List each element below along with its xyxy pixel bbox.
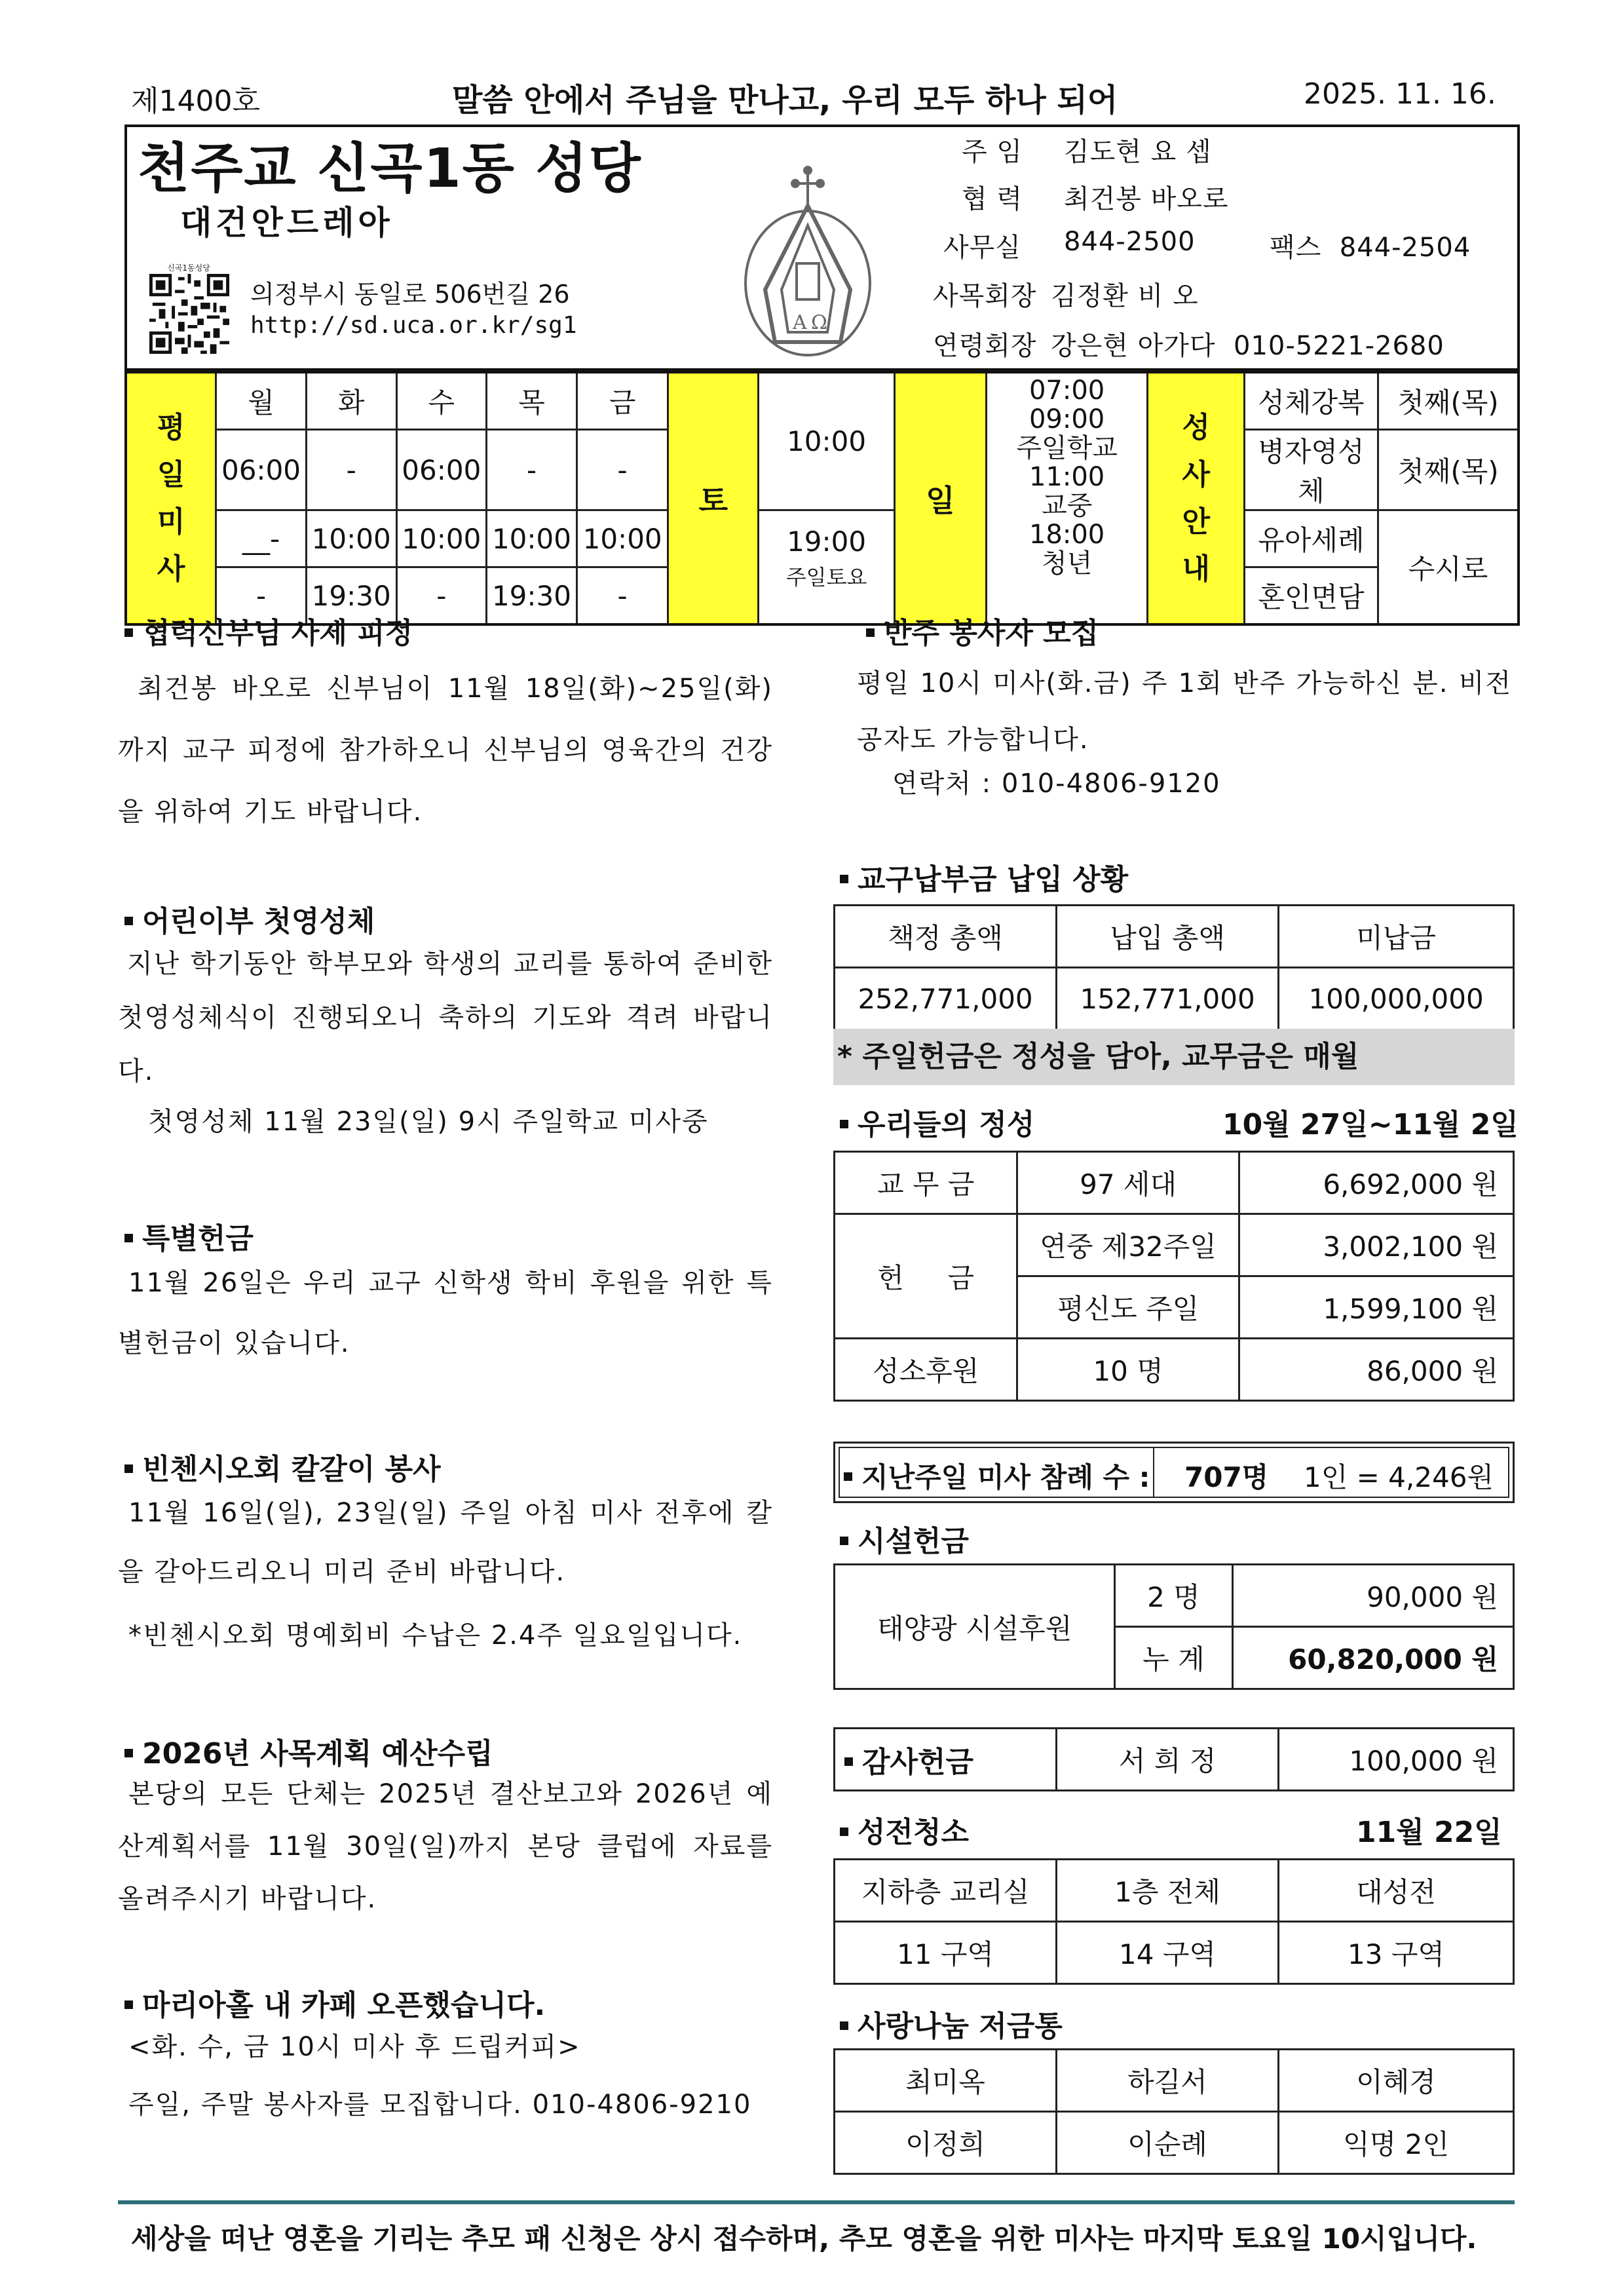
collection-2-label: 평신도 주일	[1017, 1276, 1239, 1339]
dues-amount: 6,692,000 원	[1239, 1152, 1513, 1214]
mass-cell: -	[396, 567, 487, 625]
section-title-diocese-dues: 교구납부금 납입 상황	[840, 856, 1128, 898]
mass-cell: __-	[216, 510, 307, 567]
cleaning-zone: 13 구역	[1279, 1922, 1514, 1984]
facility-amount: 90,000 원	[1232, 1565, 1513, 1627]
section-body-first-communion: 지난 학기동안 학부모와 학생의 교리를 통하여 준비한 첫영성체식이 진행되오니 축하의 기도와 격려 바랍니다.	[118, 949, 773, 1086]
section-title-first-communion: 어린이부 첫영성체	[124, 898, 375, 940]
attendance-count: 707명	[1184, 1461, 1269, 1493]
section-body-retreat: 최건봉 바오로 신부님이 11월 18일(화)~25일(화)까지 교구 피정에 참가하오니 신부님의 영육간의 건강을 위하여 기도 바랍니다.	[118, 674, 773, 827]
dues-value: 100,000,000	[1279, 968, 1514, 1030]
first-communion-note: 첫영성체 11월 23일(일) 9시 주일학교 미사중	[148, 1107, 709, 1137]
sunday-label: 일	[895, 372, 987, 624]
donor-name: 익명 2인	[1279, 2112, 1514, 2174]
section-title-retreat: 협력신부님 사제 피정	[124, 609, 413, 651]
mass-cell: -	[487, 430, 577, 510]
section-title-cafe: 마리아홀 내 카페 오픈했습니다.	[124, 1981, 545, 2023]
section-title-cleaning: 성전청소	[840, 1808, 969, 1850]
footer-notice: 세상을 떠난 영혼을 기리는 추모 패 신청은 상시 접수하며, 추모 영혼을 위한 미사는 마지막 토요일 10시입니다.	[131, 2223, 1477, 2255]
sacrament-guide-label: 성 사 안 내	[1148, 372, 1244, 624]
parish-name: 천주교 신곡1동 성당	[138, 138, 642, 200]
dues-value: 252,771,000	[835, 968, 1057, 1030]
issue-number: 제1400호	[131, 85, 260, 118]
office-phone: 844-2500	[1064, 227, 1196, 257]
fax-number: 844-2504	[1339, 233, 1471, 263]
accompanist-contact: 연락처 : 010-4806-9120	[892, 769, 1221, 799]
vocation-count: 10 명	[1017, 1339, 1239, 1401]
section-title-charity-box: 사랑나눔 저금통	[840, 2002, 1063, 2044]
council-label: 사목회장	[933, 281, 1037, 311]
section-body-accompanist: 평일 10시 미사(화.금) 주 1회 반주 가능하신 분. 비전공자도 가능합니다.	[857, 668, 1512, 755]
donor-name: 이정희	[835, 2112, 1057, 2174]
parish-url[interactable]: http://sd.uca.or.kr/sg1	[250, 312, 577, 339]
svg-text:A: A	[793, 311, 807, 334]
sacrament-when-3: 수시로	[1378, 510, 1519, 625]
motto: 말씀 안에서 주님을 만나고, 우리 모두 하나 되어	[452, 82, 1118, 119]
section-title-facility: 시설헌금	[840, 1518, 969, 1559]
weekday-mass-label: 평 일 미 사	[126, 372, 216, 624]
dues-header: 책정 총액	[835, 906, 1057, 968]
assistant-name: 최건봉 바오로	[1064, 184, 1229, 214]
dues-header: 납입 총액	[1057, 906, 1279, 968]
elder-name: 강은현 아가다	[1051, 331, 1216, 361]
footer-divider	[118, 2200, 1515, 2204]
mass-cell: -	[306, 430, 396, 510]
cafe-line-2: 주일, 주말 봉사자를 모집합니다. 010-4806-9210	[128, 2090, 752, 2120]
mass-cell: 19:30	[487, 567, 577, 625]
mass-cell: 10:00	[396, 510, 487, 567]
mass-cell: -	[216, 567, 307, 625]
offerings-period: 10월 27일~11월 2일	[1222, 1108, 1519, 1141]
offerings-table	[833, 1151, 1515, 1402]
donor-name: 하길서	[1057, 2050, 1279, 2112]
qr-code-icon[interactable]	[149, 274, 229, 354]
parish-address: 의정부시 동일로 506번길 26	[250, 280, 570, 309]
parish-patron: 대건안드레아	[180, 204, 394, 242]
day-fri: 금	[576, 372, 668, 430]
qr-label: 신곡1동성당	[167, 263, 210, 273]
sacrament-name-3: 유아세례	[1244, 510, 1378, 567]
attendance-divider	[1153, 1447, 1154, 1498]
collection-2-amount: 1,599,100 원	[1239, 1276, 1513, 1339]
office-label: 사무실	[943, 233, 1021, 263]
assistant-label: 협 력	[962, 184, 1023, 214]
section-title-offerings: 우리들의 정성	[840, 1101, 1034, 1143]
dues-label: 교 무 금	[835, 1152, 1017, 1214]
sacrament-when-2: 첫째(목)	[1378, 430, 1519, 510]
saturday-label: 토	[668, 372, 759, 624]
sunday-masses: 07:00 09:00 주일학교 11:00 교중 18:00 청년	[986, 372, 1148, 624]
svg-text:Ω: Ω	[811, 311, 827, 334]
collection-1-amount: 3,002,100 원	[1239, 1214, 1513, 1276]
sacrament-when-1: 첫째(목)	[1378, 372, 1519, 430]
facility-total: 60,820,000 원	[1232, 1627, 1513, 1689]
section-title-accompanist: 반주 봉사자 모집	[866, 609, 1099, 651]
facility-count: 2 명	[1115, 1565, 1232, 1627]
diocese-dues-table	[833, 904, 1515, 1031]
attendance-title: 지난주일 미사 참례 수 :	[844, 1456, 1150, 1495]
cleaning-area: 지하층 교리실	[835, 1860, 1057, 1922]
church-logo-icon	[739, 165, 877, 362]
mass-cell: 06:00	[216, 430, 307, 510]
vincent-note: *빈첸시오회 명예회비 수납은 2.4주 일요일입니다.	[128, 1620, 743, 1651]
elder-label: 연령회장	[933, 331, 1037, 361]
day-thu: 목	[487, 372, 577, 430]
offering-note: * 주일헌금은 정성을 담아, 교무금은 매월	[833, 1029, 1515, 1085]
sacrament-name-2: 병자영성체	[1244, 430, 1378, 510]
facility-total-label: 누 계	[1115, 1627, 1232, 1689]
donor-name: 이순례	[1057, 2112, 1279, 2174]
mass-cell: 10:00	[306, 510, 396, 567]
elder-phone: 010-5221-2680	[1234, 331, 1445, 361]
section-body-vincent: 11월 16일(일), 23일(일) 주일 아침 미사 전후에 칼을 갈아드리오니 미리 준비 바랍니다.	[118, 1498, 773, 1587]
donor-name: 이혜경	[1279, 2050, 1514, 2112]
day-mon: 월	[216, 372, 307, 430]
sacrament-name-1: 성체강복	[1244, 372, 1378, 430]
cleaning-area: 대성전	[1279, 1860, 1514, 1922]
section-title-vincent: 빈첸시오회 칼갈이 봉사	[124, 1445, 441, 1487]
mass-cell: -	[576, 567, 668, 625]
mass-schedule-table	[124, 371, 1520, 626]
day-wed: 수	[396, 372, 487, 430]
cleaning-zone: 11 구역	[835, 1922, 1057, 1984]
donor-name: 최미옥	[835, 2050, 1057, 2112]
section-body-budget: 본당의 모든 단체는 2025년 결산보고와 2026년 예산계획서를 11월 30일(일)까지 본당 클럽에 자료를 올려주시기 바랍니다.	[118, 1779, 773, 1914]
cleaning-date: 11월 22일	[1356, 1816, 1502, 1849]
dues-header: 미납금	[1279, 906, 1514, 968]
collection-label: 헌 금	[835, 1214, 1017, 1339]
dues-value: 152,771,000	[1057, 968, 1279, 1030]
issue-date: 2025. 11. 16.	[1304, 77, 1496, 111]
attendance-per-person: 1인 = 4,246원	[1304, 1461, 1494, 1493]
vocation-label: 성소후원	[835, 1339, 1017, 1401]
cleaning-area: 1층 전체	[1057, 1860, 1279, 1922]
section-body-special-collection: 11월 26일은 우리 교구 신학생 학비 후원을 위한 특별헌금이 있습니다.	[118, 1268, 773, 1358]
cleaning-table	[833, 1858, 1515, 1985]
sat-mass-1: 10:00	[759, 372, 895, 510]
dues-count: 97 세대	[1017, 1152, 1239, 1214]
day-tue: 화	[306, 372, 396, 430]
section-title-special-collection: 특별헌금	[124, 1215, 254, 1257]
mass-cell: 10:00	[487, 510, 577, 567]
sacrament-name-4: 혼인면담	[1244, 567, 1378, 625]
charity-box-table	[833, 2048, 1515, 2175]
sat-mass-2: 19:00 주일토요	[759, 510, 895, 625]
facility-label: 태양광 시설후원	[835, 1565, 1115, 1689]
mass-cell: 19:30	[306, 567, 396, 625]
vocation-amount: 86,000 원	[1239, 1339, 1513, 1401]
thanksgiving-title: 감사헌금	[835, 1729, 1057, 1791]
cafe-line-1: <화. 수, 금 10시 미사 후 드립커피>	[128, 2032, 581, 2062]
section-title-budget: 2026년 사목계획 예산수립	[124, 1730, 493, 1772]
thanksgiving-amount: 100,000 원	[1278, 1729, 1513, 1791]
fax-label: 팩스	[1270, 233, 1322, 263]
mass-cell: -	[576, 430, 668, 510]
council-name: 김정환 비 오	[1051, 281, 1199, 311]
thanksgiving-name: 서 희 정	[1057, 1729, 1278, 1791]
collection-1-label: 연중 제32주일	[1017, 1214, 1239, 1276]
cleaning-zone: 14 구역	[1057, 1922, 1279, 1984]
thanksgiving-table	[833, 1727, 1515, 1791]
mass-cell: 06:00	[396, 430, 487, 510]
facility-table	[833, 1563, 1515, 1690]
pastor-label: 주 임	[962, 137, 1023, 167]
mass-cell: 10:00	[576, 510, 668, 567]
pastor-name: 김도현 요 셉	[1064, 137, 1212, 167]
